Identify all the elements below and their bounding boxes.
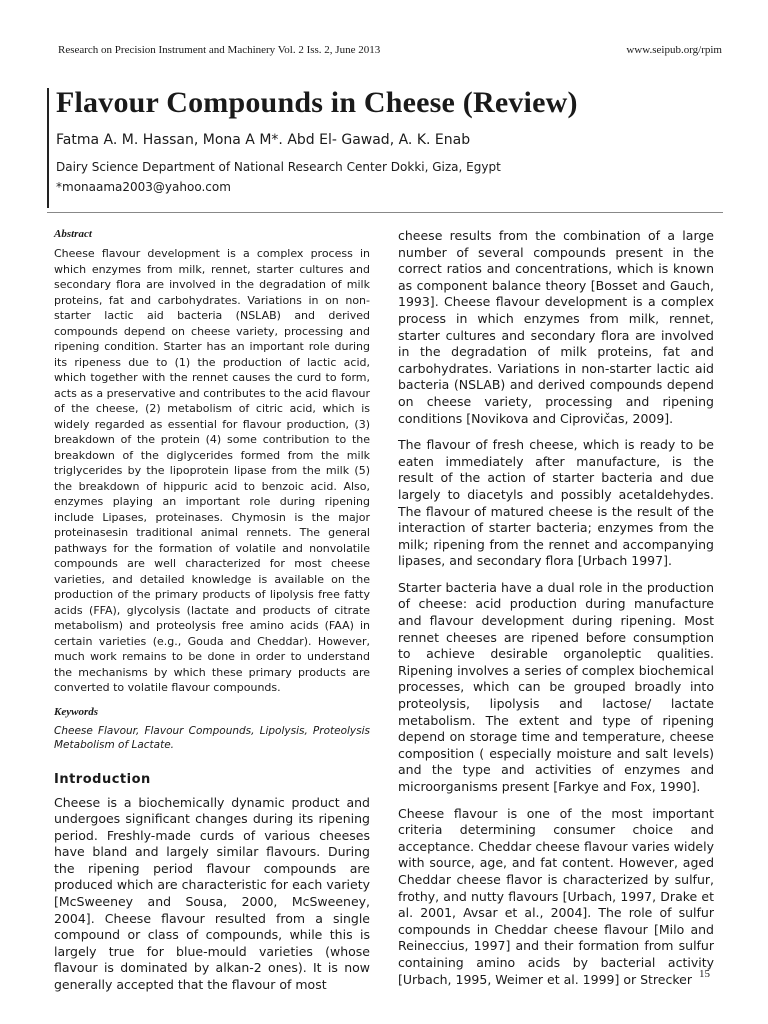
journal-header: Research on Precision Instrument and Machinery Vol. 2 Iss. 2, June 2013 bbox=[58, 44, 381, 56]
body-paragraph: Cheese flavour is one of the most important criteria determining consumer choice and acceptance. Cheddar cheese flavour varies widely with source, age, and fat content. However, aged Cheddar cheese flavor is characterized by sulfur, frothy, and nutty flavours [Urbach, 1997, Drake et al. 2001, Avsar et al., 2004]. The role of sulfur compounds in Cheddar cheese flavour [Milo and Reineccius, 1997] and their formation from sulfur containing amino acids by bacterial activity [Urbach, 1995, Weimer et al. 1999] or Strecker bbox=[398, 805, 714, 987]
right-column bbox=[398, 228, 714, 998]
introduction-paragraph: Cheese is a biochemically dynamic product and undergoes significant changes during its ripening period. Freshly-made curds of various cheeses have bland and largely similar flavours. During the ripening period flavour compounds are produced which are characteristic for each variety [McSweeney and Sousa, 2000, McSweeney, 2004]. Cheese flavour resulted from a single compound or class of compounds, while this is largely true for blue-mould varieties (whose flavour is dominated by alkan-2 ones). It is now generally accepted that the flavour of most bbox=[54, 794, 370, 993]
page-number: 15 bbox=[699, 968, 710, 980]
authors: Fatma A. M. Hassan, Mona A M*. Abd El- Gawad, A. K. Enab bbox=[56, 132, 471, 148]
keywords-text: Cheese Flavour, Flavour Compounds, Lipolysis, Proteolysis Metabolism of Lactate. bbox=[54, 724, 370, 751]
affiliation: Dairy Science Department of National Research Center Dokki, Giza, Egypt bbox=[56, 160, 501, 174]
header-divider bbox=[47, 212, 723, 213]
left-column bbox=[54, 228, 370, 1004]
keywords-heading: Keywords bbox=[54, 705, 98, 718]
paper-title: Flavour Compounds in Cheese (Review) bbox=[56, 86, 578, 119]
journal-url[interactable]: www.seipub.org/rpim bbox=[626, 44, 722, 56]
body-paragraph: The flavour of fresh cheese, which is ready to be eaten immediately after manufacture, is the result of the action of starter bacteria and due largely to diacetyls and possibly acetaldehydes. The flavour of matured cheese is the result of the interaction of starter bacteria; enzymes from the milk; ripening from the rennet and accompanying lipases, and secondary flora [Urbach 1997]. bbox=[398, 437, 714, 569]
body-paragraph: cheese results from the combination of a large number of several compounds present in the correct ratios and concentrations, which is known as component balance theory [Bosset and Gauch, 1993]. Cheese flavour development is a complex process in which enzymes from milk, rennet, starter cultures and secondary flora are involved in the degradation of milk proteins, fat and carbohydrates. Variations in non-starter lactic aid bacteria (NSLAB) and derived compounds depend on cheese variety, processing and ripening conditions [Novikova and Ciprovičas, 2009]. bbox=[398, 228, 714, 426]
title-accent-bar bbox=[47, 88, 49, 208]
introduction-heading: Introduction bbox=[54, 771, 151, 787]
body-paragraph: Starter bacteria have a dual role in the production of cheese: acid production during manufacture and flavour development during ripening. Most rennet cheeses are ripened before consumption to achieve desirable organoleptic qualities. Ripening involves a series of complex biochemical processes, which can be grouped broadly into proteolysis, lipolysis and lactose/ lactate metabolism. The extent and type of ripening depend on storage time and temperature, cheese composition ( especially moisture and salt levels) and the type and activities of enzymes and microorganisms present [Farkye and Fox, 1990]. bbox=[398, 579, 714, 794]
abstract-text: Cheese flavour development is a complex process in which enzymes from milk, rennet, starter cultures and secondary flora are involved in the degradation of milk proteins, fat and carbohydrates. Variations in on non-starter lactic aid bacteria (NSLAB) and derived compounds depend on cheese variety, processing and ripening condition. Starter has an important role during its ripeness due to (1) the production of lactic acid, which together with the rennet causes the curd to form, acts as a preservative and contributes to the acid flavour of the cheese, (2) metabolism of citric acid, which is widely regarded as essential for flavour production, (3) breakdown of the protein (4) some contribution to the breakdown of the diglycerides formed from the milk triglycerides by the lipoprotein lipase from the milk (5) the breakdown of hippuric acid to benzoic acid. Also, enzymes playing an important role during ripening include Lipases, proteinases. Chymosin is the major proteinasesin traditional animal rennets. The general pathways for the formation of volatile and nonvolatile compounds are well characterized for most cheese varieties, and detailed knowledge is available on the production of the primary products of lipolysis free fatty acids (FFA), glycolysis (lactate and products of citrate metabolism) and proteolysis free amino acids (FAA) in certain varieties (e.g., Gouda and Cheddar). However, much work remains to be done in order to understand the mechanisms by which these primary products are converted to volatile flavour compounds. bbox=[54, 247, 370, 694]
abstract-heading: Abstract bbox=[54, 228, 92, 240]
contact-email[interactable]: *monaama2003@yahoo.com bbox=[56, 180, 231, 194]
